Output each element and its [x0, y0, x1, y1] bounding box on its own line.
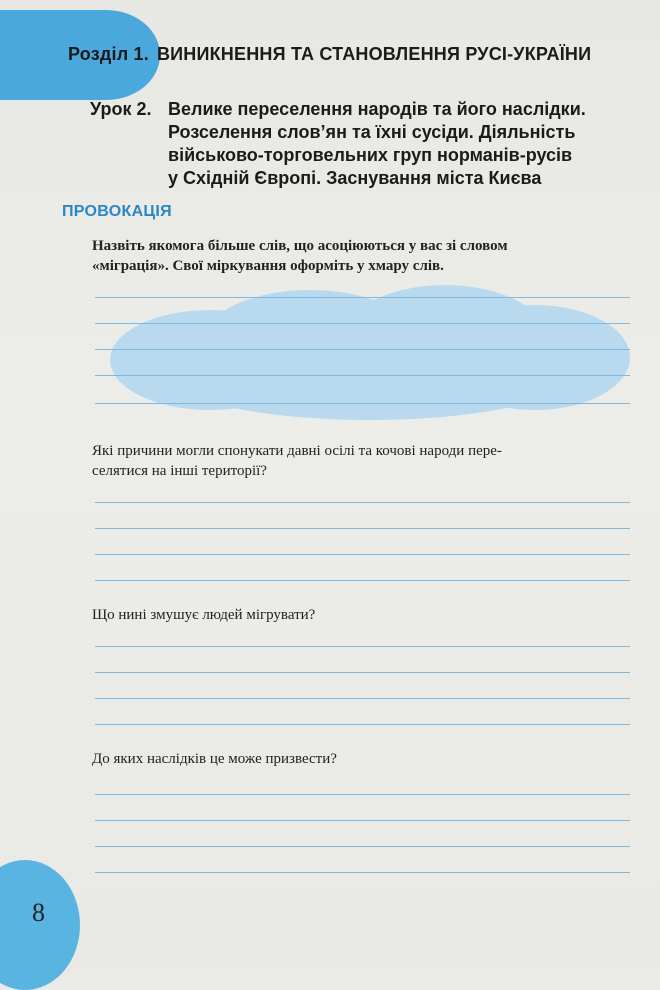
provocation-label: ПРОВОКАЦІЯ [62, 203, 172, 220]
answer-line[interactable] [95, 846, 630, 847]
answer-line[interactable] [95, 646, 630, 647]
question-line: «міграція». Свої міркування оформіть у хмару слів. [92, 258, 444, 274]
answer-line[interactable] [95, 323, 630, 324]
answer-line[interactable] [95, 794, 630, 795]
question-1 [92, 236, 637, 276]
lesson-title-line: Велике переселення народів та його наслідки. [168, 99, 586, 119]
lesson-number: Урок 2. [90, 99, 152, 119]
answer-line[interactable] [95, 872, 630, 873]
section-heading [68, 44, 591, 65]
answer-line[interactable] [95, 554, 630, 555]
answer-line[interactable] [95, 297, 630, 298]
answer-line[interactable] [95, 528, 630, 529]
lesson-title [168, 98, 650, 190]
question-line: Назвіть якомога більше слів, що асоціюються у вас зі словом [92, 238, 508, 254]
answer-line[interactable] [95, 580, 630, 581]
section-number: Розділ 1. [68, 44, 149, 64]
answer-line[interactable] [95, 349, 630, 350]
question-line: селятися на інші території? [92, 463, 267, 479]
page-number: 8 [32, 898, 45, 927]
answer-line[interactable] [95, 403, 630, 404]
lesson-title-line: Розселення слов’ян та їхні сусіди. Діяльність [168, 122, 576, 142]
lesson-heading [90, 98, 650, 190]
answer-line[interactable] [95, 672, 630, 673]
question-2 [92, 441, 637, 481]
section-title: ВИНИКНЕННЯ ТА СТАНОВЛЕННЯ РУСІ-УКРАЇНИ [156, 44, 592, 64]
answer-line[interactable] [95, 502, 630, 503]
question-line: Що нині змушує людей мігрувати? [92, 607, 316, 623]
lesson-title-line: військово-торговельних груп норманів-русів [168, 145, 573, 165]
question-4 [92, 749, 637, 769]
answer-line[interactable] [95, 375, 630, 376]
lesson-title-line: у Східній Європі. Заснування міста Києва [168, 168, 542, 188]
question-3 [92, 605, 637, 625]
answer-line[interactable] [95, 698, 630, 699]
answer-line[interactable] [95, 820, 630, 821]
word-cloud-shape [110, 285, 630, 420]
question-line: До яких наслідків це може призвести? [92, 751, 337, 767]
question-line: Які причини могли спонукати давні осілі та кочові народи пере- [92, 443, 502, 459]
answer-line[interactable] [95, 724, 630, 725]
